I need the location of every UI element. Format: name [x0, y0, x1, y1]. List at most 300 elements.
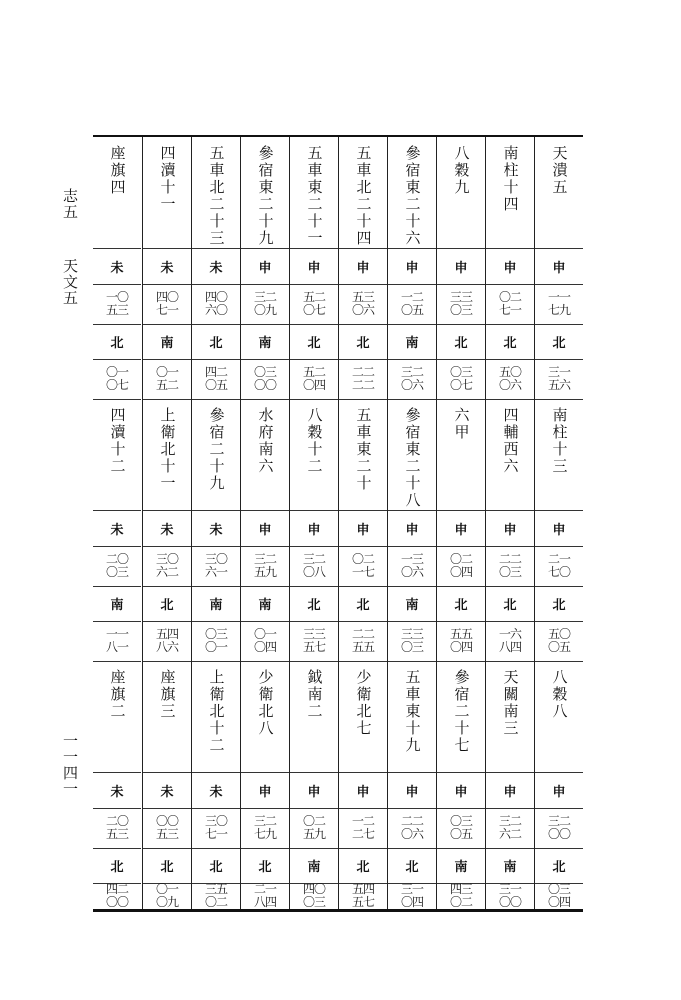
direction-label: 申 — [454, 785, 468, 800]
table-cell-name — [192, 137, 240, 249]
table-cell-name — [486, 137, 534, 249]
direction-label: 申 — [356, 261, 370, 276]
table-column — [142, 137, 191, 909]
coordinate-value: 五〇 〇六 — [498, 365, 521, 392]
table-cell-pos — [388, 586, 436, 622]
star-name: 上衛北十二 — [207, 669, 226, 754]
table-cell-pos — [290, 586, 338, 622]
star-name: 五車北二十四 — [354, 145, 373, 247]
table-cell-num — [241, 546, 289, 587]
table-cell-num — [192, 883, 240, 909]
direction-label: 申 — [307, 785, 321, 800]
star-name: 八穀八 — [550, 669, 569, 720]
star-name: 四瀆十一 — [158, 145, 177, 213]
table-cell-pos — [290, 848, 338, 884]
star-name: 少衛北八 — [256, 669, 275, 737]
coordinate-value: 一二 〇五 — [400, 290, 423, 317]
coordinate-value: 三二 五九 — [253, 552, 276, 579]
table-cell-num — [437, 621, 485, 662]
table-cell-pos — [486, 324, 534, 360]
star-name: 四輔西六 — [501, 407, 520, 475]
table-column — [338, 137, 387, 909]
table-column — [534, 137, 583, 909]
table-cell-name — [93, 661, 141, 773]
table-cell-name — [339, 399, 387, 511]
coordinate-value: 五〇 〇五 — [547, 627, 570, 654]
coordinate-value: 三二 〇〇 — [547, 814, 570, 841]
direction-label: 北 — [503, 598, 517, 613]
direction-label: 申 — [503, 785, 517, 800]
coordinate-value: 二〇 〇三 — [105, 552, 128, 579]
table-cell-name — [192, 399, 240, 511]
table-cell-num — [143, 621, 191, 662]
table-cell-dir — [241, 249, 289, 285]
table-cell-num — [143, 883, 191, 909]
table-cell-name — [388, 137, 436, 249]
direction-label: 未 — [209, 261, 223, 276]
coordinate-value: 一〇 五三 — [105, 290, 128, 317]
table-cell-dir — [388, 249, 436, 285]
table-cell-name — [143, 399, 191, 511]
table-column — [387, 137, 436, 909]
coordinate-value: 〇三 〇四 — [547, 883, 570, 909]
coordinate-value: 四三 〇二 — [449, 883, 472, 909]
coordinate-value: 二二 五五 — [351, 627, 374, 654]
star-name: 五車東二十 — [354, 407, 373, 492]
direction-label: 未 — [110, 523, 124, 538]
table-cell-name — [290, 399, 338, 511]
page-number: 一一四一 — [61, 733, 79, 797]
star-table — [93, 135, 583, 912]
table-cell-num — [290, 546, 338, 587]
table-cell-dir — [339, 249, 387, 285]
table-cell-num — [486, 883, 534, 909]
table-cell-num — [339, 808, 387, 849]
direction-label: 申 — [503, 261, 517, 276]
coordinate-value: 二一 七〇 — [547, 552, 570, 579]
direction-label: 申 — [503, 523, 517, 538]
coordinate-value: 二二 〇六 — [400, 814, 423, 841]
table-cell-dir — [241, 511, 289, 547]
coordinate-value: 三二 〇八 — [302, 552, 325, 579]
table-cell-name — [290, 137, 338, 249]
table-cell-num — [535, 359, 583, 400]
table-cell-dir — [486, 511, 534, 547]
table-cell-name — [339, 661, 387, 773]
coordinate-value: 一一 八一 — [105, 627, 128, 654]
coordinate-value: 三三 〇三 — [400, 627, 423, 654]
table-cell-num — [535, 284, 583, 325]
table-cell-pos — [93, 324, 141, 360]
direction-label: 申 — [405, 523, 419, 538]
table-cell-dir — [192, 511, 240, 547]
coordinate-value: 〇一 〇九 — [155, 883, 178, 909]
table-cell-pos — [339, 324, 387, 360]
table-cell-dir — [339, 511, 387, 547]
table-cell-pos — [339, 848, 387, 884]
table-cell-num — [241, 359, 289, 400]
coordinate-value: 〇一 〇四 — [253, 627, 276, 654]
table-cell-name — [192, 661, 240, 773]
coordinate-value: 五二 〇七 — [302, 290, 325, 317]
table-cell-pos — [241, 586, 289, 622]
table-cell-num — [437, 284, 485, 325]
star-name: 參宿二十九 — [207, 407, 226, 492]
direction-label: 南 — [258, 336, 272, 351]
table-cell-name — [486, 661, 534, 773]
direction-label: 南 — [209, 598, 223, 613]
table-cell-pos — [241, 324, 289, 360]
table-cell-name — [241, 399, 289, 511]
coordinate-value: 三二 〇六 — [400, 365, 423, 392]
table-cell-pos — [388, 848, 436, 884]
table-cell-num — [339, 546, 387, 587]
star-name: 天關南三 — [501, 669, 520, 737]
table-column — [289, 137, 338, 909]
table-cell-num — [192, 359, 240, 400]
table-cell-name — [535, 661, 583, 773]
coordinate-value: 四二 〇五 — [204, 365, 227, 392]
star-name: 南柱十三 — [550, 407, 569, 475]
star-name: 少衛北七 — [354, 669, 373, 737]
table-cell-num — [339, 284, 387, 325]
table-cell-num — [143, 546, 191, 587]
direction-label: 申 — [258, 523, 272, 538]
direction-label: 未 — [110, 785, 124, 800]
table-cell-num — [486, 621, 534, 662]
star-name: 五車北二十三 — [207, 145, 226, 247]
direction-label: 申 — [307, 523, 321, 538]
table-cell-num — [192, 284, 240, 325]
direction-label: 南 — [454, 860, 468, 875]
table-cell-num — [93, 883, 141, 909]
table-cell-num — [535, 883, 583, 909]
table-cell-name — [535, 399, 583, 511]
table-cell-pos — [388, 324, 436, 360]
table-cell-num — [486, 546, 534, 587]
direction-label: 申 — [454, 261, 468, 276]
coordinate-value: 〇三 〇五 — [449, 814, 472, 841]
table-cell-dir — [192, 249, 240, 285]
table-cell-num — [339, 883, 387, 909]
table-cell-dir — [535, 511, 583, 547]
table-cell-num — [388, 808, 436, 849]
coordinate-value: 五三 〇六 — [351, 290, 374, 317]
direction-label: 南 — [307, 860, 321, 875]
coordinate-value: 〇二 五九 — [302, 814, 325, 841]
table-cell-pos — [143, 324, 191, 360]
coordinate-value: 一二 二七 — [351, 814, 374, 841]
table-cell-pos — [437, 848, 485, 884]
coordinate-value: 〇三 〇一 — [204, 627, 227, 654]
coordinate-value: 三一 〇〇 — [498, 883, 521, 909]
star-name: 四瀆十二 — [108, 407, 127, 475]
star-name: 南柱十四 — [501, 145, 520, 213]
coordinate-value: 〇二 一七 — [351, 552, 374, 579]
table-cell-num — [388, 284, 436, 325]
table-cell-dir — [388, 511, 436, 547]
direction-label: 申 — [552, 785, 566, 800]
table-cell-dir — [93, 249, 141, 285]
direction-label: 北 — [552, 336, 566, 351]
direction-label: 北 — [552, 860, 566, 875]
coordinate-value: 四〇 七一 — [155, 290, 178, 317]
coordinate-value: 〇一 五二 — [155, 365, 178, 392]
table-cell-num — [290, 621, 338, 662]
coordinate-value: 四〇 六〇 — [204, 290, 227, 317]
coordinate-value: 二二 〇三 — [498, 552, 521, 579]
direction-label: 未 — [209, 785, 223, 800]
table-cell-dir — [437, 511, 485, 547]
direction-label: 未 — [160, 785, 174, 800]
table-cell-dir — [486, 773, 534, 809]
table-cell-dir — [143, 511, 191, 547]
direction-label: 申 — [405, 261, 419, 276]
direction-label: 北 — [356, 860, 370, 875]
star-name: 參宿東二十六 — [403, 145, 422, 247]
coordinate-value: 二二 二二 — [351, 365, 374, 392]
direction-label: 北 — [258, 860, 272, 875]
table-cell-num — [486, 808, 534, 849]
coordinate-value: 〇一 〇七 — [105, 365, 128, 392]
star-name: 上衛北十一 — [158, 407, 177, 492]
table-cell-pos — [290, 324, 338, 360]
direction-label: 南 — [258, 598, 272, 613]
star-name: 六甲 — [452, 407, 471, 441]
table-cell-num — [143, 808, 191, 849]
table-cell-num — [192, 546, 240, 587]
table-cell-dir — [241, 773, 289, 809]
direction-label: 北 — [307, 336, 321, 351]
table-column — [485, 137, 534, 909]
coordinate-value: 〇〇 五三 — [155, 814, 178, 841]
table-cell-dir — [143, 773, 191, 809]
table-cell-name — [143, 137, 191, 249]
coordinate-value: 二一 八四 — [253, 883, 276, 909]
table-cell-num — [535, 621, 583, 662]
volume-label: 志五 — [61, 188, 79, 220]
table-cell-num — [290, 808, 338, 849]
table-cell-pos — [535, 324, 583, 360]
table-cell-num — [241, 883, 289, 909]
coordinate-value: 五二 〇四 — [302, 365, 325, 392]
table-cell-name — [93, 137, 141, 249]
table-cell-num — [93, 621, 141, 662]
table-cell-name — [437, 399, 485, 511]
table-cell-dir — [290, 249, 338, 285]
direction-label: 申 — [454, 523, 468, 538]
table-cell-dir — [437, 249, 485, 285]
table-cell-pos — [192, 586, 240, 622]
table-cell-dir — [290, 511, 338, 547]
table-cell-pos — [192, 848, 240, 884]
direction-label: 南 — [160, 336, 174, 351]
direction-label: 未 — [160, 261, 174, 276]
table-cell-pos — [241, 848, 289, 884]
table-cell-dir — [486, 249, 534, 285]
coordinate-value: 五五 〇四 — [449, 627, 472, 654]
star-name: 天潰五 — [550, 145, 569, 196]
direction-label: 申 — [258, 785, 272, 800]
table-cell-num — [388, 359, 436, 400]
direction-label: 北 — [503, 336, 517, 351]
coordinate-value: 四二 〇〇 — [105, 883, 128, 909]
table-cell-num — [290, 359, 338, 400]
table-cell-pos — [339, 586, 387, 622]
coordinate-value: 一六 八四 — [498, 627, 521, 654]
table-cell-num — [388, 621, 436, 662]
direction-label: 申 — [552, 523, 566, 538]
coordinate-value: 四〇 〇三 — [302, 883, 325, 909]
table-column — [436, 137, 485, 909]
table-cell-num — [93, 284, 141, 325]
table-cell-num — [143, 284, 191, 325]
coordinate-value: 〇二 七一 — [498, 290, 521, 317]
table-cell-pos — [192, 324, 240, 360]
coordinate-value: 〇二 〇四 — [449, 552, 472, 579]
table-cell-num — [93, 808, 141, 849]
coordinate-value: 三一 五六 — [547, 365, 570, 392]
table-cell-pos — [93, 848, 141, 884]
table-cell-name — [437, 137, 485, 249]
direction-label: 申 — [258, 261, 272, 276]
table-cell-pos — [535, 848, 583, 884]
direction-label: 北 — [160, 860, 174, 875]
table-column — [191, 137, 240, 909]
coordinate-value: 〇三 〇七 — [449, 365, 472, 392]
coordinate-value: 三〇 六一 — [204, 552, 227, 579]
star-name: 座旗二 — [108, 669, 127, 720]
direction-label: 申 — [307, 261, 321, 276]
table-cell-pos — [93, 586, 141, 622]
direction-label: 北 — [405, 860, 419, 875]
table-cell-num — [437, 546, 485, 587]
table-cell-num — [535, 808, 583, 849]
direction-label: 北 — [307, 598, 321, 613]
table-cell-name — [241, 137, 289, 249]
star-name: 鉞南二 — [305, 669, 324, 720]
direction-label: 北 — [454, 598, 468, 613]
table-cell-num — [486, 284, 534, 325]
table-cell-name — [290, 661, 338, 773]
direction-label: 北 — [209, 860, 223, 875]
direction-label: 南 — [405, 336, 419, 351]
coordinate-value: 一三 〇六 — [400, 552, 423, 579]
table-cell-num — [437, 359, 485, 400]
coordinate-value: 三三 〇三 — [449, 290, 472, 317]
direction-label: 北 — [454, 336, 468, 351]
star-name: 八穀十二 — [305, 407, 324, 475]
table-cell-num — [290, 284, 338, 325]
table-cell-num — [437, 808, 485, 849]
star-name: 五車東十九 — [403, 669, 422, 754]
table-cell-num — [143, 359, 191, 400]
star-name: 座旗四 — [108, 145, 127, 196]
coordinate-value: 三二 七九 — [253, 814, 276, 841]
direction-label: 申 — [356, 523, 370, 538]
star-name: 座旗三 — [158, 669, 177, 720]
table-cell-name — [388, 661, 436, 773]
direction-label: 北 — [356, 598, 370, 613]
table-cell-name — [143, 661, 191, 773]
direction-label: 申 — [552, 261, 566, 276]
direction-label: 未 — [160, 523, 174, 538]
table-cell-pos — [486, 848, 534, 884]
table-cell-num — [339, 621, 387, 662]
coordinate-value: 二〇 五三 — [105, 814, 128, 841]
direction-label: 北 — [209, 336, 223, 351]
table-cell-num — [388, 546, 436, 587]
coordinate-value: 三五 〇二 — [204, 883, 227, 909]
star-name: 水府南六 — [256, 407, 275, 475]
table-cell-pos — [535, 586, 583, 622]
table-cell-pos — [143, 586, 191, 622]
coordinate-value: 五四 八六 — [155, 627, 178, 654]
table-column — [93, 137, 141, 909]
table-cell-num — [437, 883, 485, 909]
direction-label: 申 — [405, 785, 419, 800]
direction-label: 北 — [552, 598, 566, 613]
direction-label: 申 — [356, 785, 370, 800]
table-cell-dir — [192, 773, 240, 809]
direction-label: 南 — [405, 598, 419, 613]
direction-label: 北 — [110, 860, 124, 875]
table-cell-name — [241, 661, 289, 773]
coordinate-value: 一一 七九 — [547, 290, 570, 317]
star-name: 五車東二十一 — [305, 145, 324, 247]
table-cell-dir — [339, 773, 387, 809]
section-label: 天文五 — [61, 258, 79, 306]
table-cell-name — [486, 399, 534, 511]
direction-label: 北 — [356, 336, 370, 351]
star-name: 參宿二十七 — [452, 669, 471, 754]
table-cell-num — [241, 808, 289, 849]
table-cell-pos — [437, 324, 485, 360]
table-cell-num — [192, 621, 240, 662]
table-cell-dir — [143, 249, 191, 285]
table-bottom-rule — [93, 909, 583, 912]
table-cell-dir — [93, 773, 141, 809]
coordinate-value: 三二 〇九 — [253, 290, 276, 317]
direction-label: 南 — [110, 598, 124, 613]
table-cell-num — [93, 359, 141, 400]
table-column — [240, 137, 289, 909]
coordinate-value: 〇三 〇〇 — [253, 365, 276, 392]
table-cell-pos — [437, 586, 485, 622]
table-cell-name — [535, 137, 583, 249]
direction-label: 未 — [209, 523, 223, 538]
direction-label: 南 — [503, 860, 517, 875]
table-cell-dir — [437, 773, 485, 809]
table-cell-num — [192, 808, 240, 849]
table-cell-dir — [535, 773, 583, 809]
star-name: 參宿東二十九 — [256, 145, 275, 247]
table-cell-num — [535, 546, 583, 587]
direction-label: 北 — [160, 598, 174, 613]
direction-label: 未 — [110, 261, 124, 276]
table-cell-num — [93, 546, 141, 587]
table-cell-dir — [535, 249, 583, 285]
table-cell-dir — [290, 773, 338, 809]
table-cell-num — [388, 883, 436, 909]
table-cell-name — [93, 399, 141, 511]
coordinate-value: 三三 五七 — [302, 627, 325, 654]
table-cell-pos — [143, 848, 191, 884]
direction-label: 北 — [110, 336, 124, 351]
coordinate-value: 三〇 七一 — [204, 814, 227, 841]
table-cell-num — [339, 359, 387, 400]
coordinate-value: 五四 五七 — [351, 883, 374, 909]
